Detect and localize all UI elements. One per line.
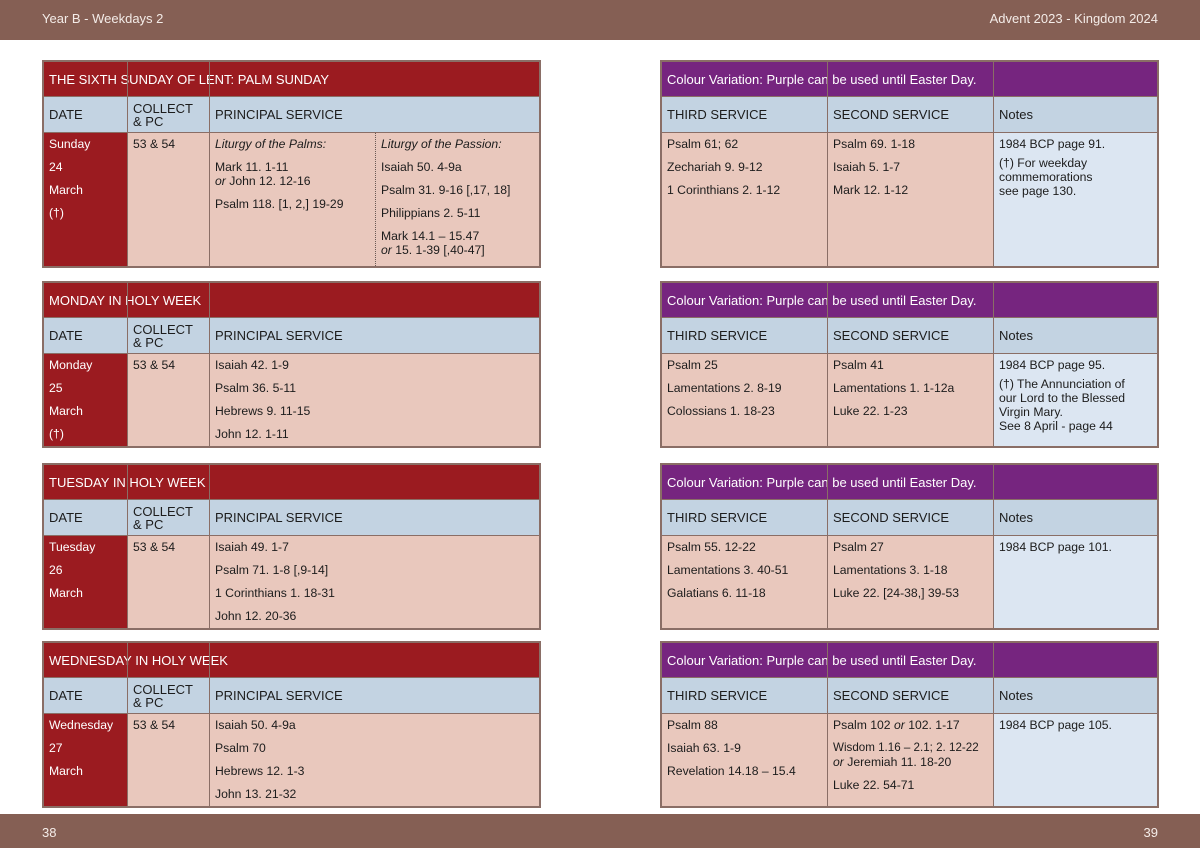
passion-psalm: Psalm 31. 9-16 [,17, 18] — [381, 183, 511, 197]
principal-reading: Hebrews 9. 11-15 — [215, 404, 311, 418]
notes-header: Notes — [994, 500, 1157, 536]
palms-reading-2 — [215, 174, 370, 188]
notes-cell — [994, 714, 1157, 806]
day-title: MONDAY IN HOLY WEEK — [44, 283, 539, 318]
principal-reading: Hebrews 12. 1-3 — [215, 764, 305, 778]
principal-header: PRINCIPAL SERVICE — [210, 678, 539, 714]
notes-cell — [994, 133, 1157, 266]
principal-reading: Isaiah 50. 4-9a — [215, 718, 296, 732]
second-service-header: SECOND SERVICE — [828, 318, 993, 354]
second-service-cell — [828, 714, 993, 806]
third-reading: Colossians 1. 18-23 — [667, 404, 775, 418]
date-cell — [44, 354, 127, 446]
month: March — [49, 764, 83, 778]
third-reading: Lamentations 2. 8-19 — [667, 381, 782, 395]
passion-heading: Liturgy of the Passion: — [381, 137, 502, 151]
second-reading: Mark 12. 1-12 — [833, 183, 909, 197]
weekday: Sunday — [49, 137, 91, 151]
principal-cell — [210, 354, 539, 446]
weekday: Wednesday — [49, 718, 114, 732]
collect-header — [128, 500, 209, 536]
passion-gospel-alt-text: 15. 1-39 [,40-47] — [391, 243, 485, 257]
collect-label: COLLECT — [133, 321, 193, 337]
bcp-page-note: 1984 BCP page 105. — [999, 718, 1112, 732]
or-word: or — [215, 174, 226, 188]
date-cell — [44, 536, 127, 628]
commemoration-note: (†) For weekday — [999, 156, 1088, 170]
palms-reading-1: Mark 11. 1-11 — [215, 160, 289, 174]
collect-label: COLLECT — [133, 100, 193, 116]
header-right-title: Advent 2023 - Kingdom 2024 — [989, 11, 1158, 26]
collect-label: COLLECT — [133, 503, 193, 519]
passion-gospel-alt — [381, 243, 534, 257]
third-service-header: THIRD SERVICE — [662, 318, 827, 354]
page-number-right: 39 — [1143, 825, 1158, 840]
principal-cell — [210, 714, 539, 806]
annunciation-note: (†) The Annunciation of — [999, 377, 1125, 391]
day-number: 24 — [49, 160, 63, 174]
passion-epistle: Philippians 2. 5-11 — [381, 206, 481, 220]
date-cell — [44, 133, 127, 266]
weekday: Monday — [49, 358, 93, 372]
principal-reading: Psalm 71. 1-8 [,9-14] — [215, 563, 329, 577]
principal-header: PRINCIPAL SERVICE — [210, 500, 539, 536]
third-reading: Psalm 25 — [667, 358, 718, 372]
jeremiah-text: Jeremiah 11. 18-20 — [843, 755, 952, 769]
dagger-mark: (†) — [49, 427, 64, 441]
principal-reading: John 13. 21-32 — [215, 787, 297, 801]
psalm-text: Psalm 102 — [833, 718, 894, 732]
collect-cell — [128, 133, 209, 266]
right-table-wednesday — [660, 641, 1159, 808]
third-service-cell — [662, 133, 827, 266]
header-left-title: Year B - Weekdays 2 — [42, 11, 164, 26]
notes-header: Notes — [994, 97, 1157, 133]
weekday: Tuesday — [49, 540, 96, 554]
second-reading-psalm — [833, 718, 988, 732]
second-service-header: SECOND SERVICE — [828, 97, 993, 133]
left-table-monday — [42, 281, 541, 448]
principal-reading: John 12. 20-36 — [215, 609, 297, 623]
principal-reading: Isaiah 49. 1-7 — [215, 540, 289, 554]
third-reading: 1 Corinthians 2. 1-12 — [667, 183, 781, 197]
right-table-monday — [660, 281, 1159, 448]
passion-gospel: Mark 14.1 – 15.47 — [381, 229, 480, 243]
left-table-tuesday — [42, 463, 541, 630]
second-reading: Psalm 69. 1-18 — [833, 137, 915, 151]
second-reading-jeremiah — [833, 755, 988, 769]
left-table-palm-sunday — [42, 60, 541, 268]
second-reading-wisdom: Wisdom 1.16 – 2.1; 2. 12-22 — [833, 741, 979, 754]
day-number: 27 — [49, 741, 63, 755]
collect-cell — [128, 536, 209, 628]
day-number: 25 — [49, 381, 63, 395]
date-header: DATE — [44, 97, 127, 133]
day-title: TUESDAY IN HOLY WEEK — [44, 465, 539, 500]
second-service-header: SECOND SERVICE — [828, 500, 993, 536]
second-reading: Isaiah 5. 1-7 — [833, 160, 901, 174]
principal-header: PRINCIPAL SERVICE — [210, 318, 539, 354]
colour-variation-header: Colour Variation: Purple can be used until Easter Day. — [662, 643, 1157, 678]
collect-header — [128, 318, 209, 354]
third-service-header: THIRD SERVICE — [662, 678, 827, 714]
third-service-header: THIRD SERVICE — [662, 500, 827, 536]
date-cell — [44, 714, 127, 806]
right-table-tuesday — [660, 463, 1159, 630]
pc-label: & PC — [133, 516, 164, 532]
third-reading: Galatians 6. 11-18 — [667, 586, 766, 600]
collect-cell — [128, 354, 209, 446]
annunciation-note: Virgin Mary. — [999, 405, 1063, 419]
pc-label: & PC — [133, 334, 164, 350]
notes-cell — [994, 354, 1157, 446]
collect-header — [128, 678, 209, 714]
second-service-cell — [828, 536, 993, 628]
collect-value: 53 & 54 — [133, 718, 176, 732]
month: March — [49, 586, 83, 600]
second-service-header: SECOND SERVICE — [828, 678, 993, 714]
principal-cell — [210, 133, 539, 266]
commemoration-note: commemorations — [999, 170, 1093, 184]
third-reading: Isaiah 63. 1-9 — [667, 741, 741, 755]
third-service-cell — [662, 714, 827, 806]
date-header: DATE — [44, 678, 127, 714]
date-header: DATE — [44, 318, 127, 354]
principal-header: PRINCIPAL SERVICE — [210, 97, 539, 133]
colour-variation-header: Colour Variation: Purple can be used until Easter Day. — [662, 465, 1157, 500]
principal-cell — [210, 536, 539, 628]
collect-value: 53 & 54 — [133, 540, 176, 554]
notes-cell — [994, 536, 1157, 628]
second-reading: Lamentations 3. 1-18 — [833, 563, 948, 577]
page-number-left: 38 — [42, 825, 57, 840]
day-title: WEDNESDAY IN HOLY WEEK — [44, 643, 539, 678]
colour-variation-header: Colour Variation: Purple can be used until Easter Day. — [662, 62, 1157, 97]
principal-reading: Isaiah 42. 1-9 — [215, 358, 289, 372]
collect-cell — [128, 714, 209, 806]
principal-reading: Psalm 70 — [215, 741, 266, 755]
second-reading: Psalm 41 — [833, 358, 884, 372]
psalm-alt-text: 102. 1-17 — [904, 718, 960, 732]
bcp-page-note: 1984 BCP page 101. — [999, 540, 1112, 554]
palms-psalm: Psalm 118. [1, 2,] 19-29 — [215, 197, 344, 211]
day-number: 26 — [49, 563, 63, 577]
third-service-header: THIRD SERVICE — [662, 97, 827, 133]
third-service-cell — [662, 354, 827, 446]
top-bar — [0, 0, 1200, 40]
palms-reading-2-text: John 12. 12-16 — [225, 174, 311, 188]
third-reading: Revelation 14.18 – 15.4 — [667, 764, 796, 778]
second-service-cell — [828, 133, 993, 266]
notes-header: Notes — [994, 318, 1157, 354]
liturgy-of-palms — [210, 133, 376, 266]
annunciation-note: See 8 April - page 44 — [999, 419, 1113, 433]
principal-reading: 1 Corinthians 1. 18-31 — [215, 586, 335, 600]
third-reading: Psalm 88 — [667, 718, 718, 732]
third-reading: Lamentations 3. 40-51 — [667, 563, 789, 577]
annunciation-note: our Lord to the Blessed — [999, 391, 1126, 405]
passion-reading-1: Isaiah 50. 4-9a — [381, 160, 462, 174]
third-service-cell — [662, 536, 827, 628]
second-service-cell — [828, 354, 993, 446]
second-reading-gospel: Luke 22. 54-71 — [833, 778, 915, 792]
liturgy-of-passion — [376, 133, 539, 266]
colour-variation-header: Colour Variation: Purple can be used until Easter Day. — [662, 283, 1157, 318]
second-reading: Luke 22. [24-38,] 39-53 — [833, 586, 960, 600]
month: March — [49, 404, 83, 418]
or-word: or — [893, 718, 905, 732]
collect-value: 53 & 54 — [133, 137, 176, 151]
pc-label: & PC — [133, 694, 164, 710]
left-table-wednesday — [42, 641, 541, 808]
collect-value: 53 & 54 — [133, 358, 176, 372]
day-title: THE SIXTH SUNDAY OF LENT: PALM SUNDAY — [44, 62, 539, 97]
bcp-page-note: 1984 BCP page 95. — [999, 358, 1106, 372]
month: March — [49, 183, 83, 197]
principal-reading: John 12. 1-11 — [215, 427, 289, 441]
or-word: or — [833, 755, 844, 769]
third-reading: Psalm 55. 12-22 — [667, 540, 756, 554]
dagger-mark: (†) — [49, 206, 64, 220]
second-reading: Luke 22. 1-23 — [833, 404, 908, 418]
second-reading: Psalm 27 — [833, 540, 884, 554]
collect-label: COLLECT — [133, 681, 193, 697]
collect-header — [128, 97, 209, 133]
date-header: DATE — [44, 500, 127, 536]
palms-heading: Liturgy of the Palms: — [215, 137, 327, 151]
bottom-bar — [0, 814, 1200, 848]
notes-header: Notes — [994, 678, 1157, 714]
third-reading: Psalm 61; 62 — [667, 137, 739, 151]
second-reading: Lamentations 1. 1-12a — [833, 381, 955, 395]
third-reading: Zechariah 9. 9-12 — [667, 160, 763, 174]
right-table-palm-sunday — [660, 60, 1159, 268]
bcp-page-note: 1984 BCP page 91. — [999, 137, 1106, 151]
commemoration-note: see page 130. — [999, 184, 1077, 198]
principal-reading: Psalm 36. 5-11 — [215, 381, 297, 395]
pc-label: & PC — [133, 113, 164, 129]
or-word: or — [381, 243, 392, 257]
